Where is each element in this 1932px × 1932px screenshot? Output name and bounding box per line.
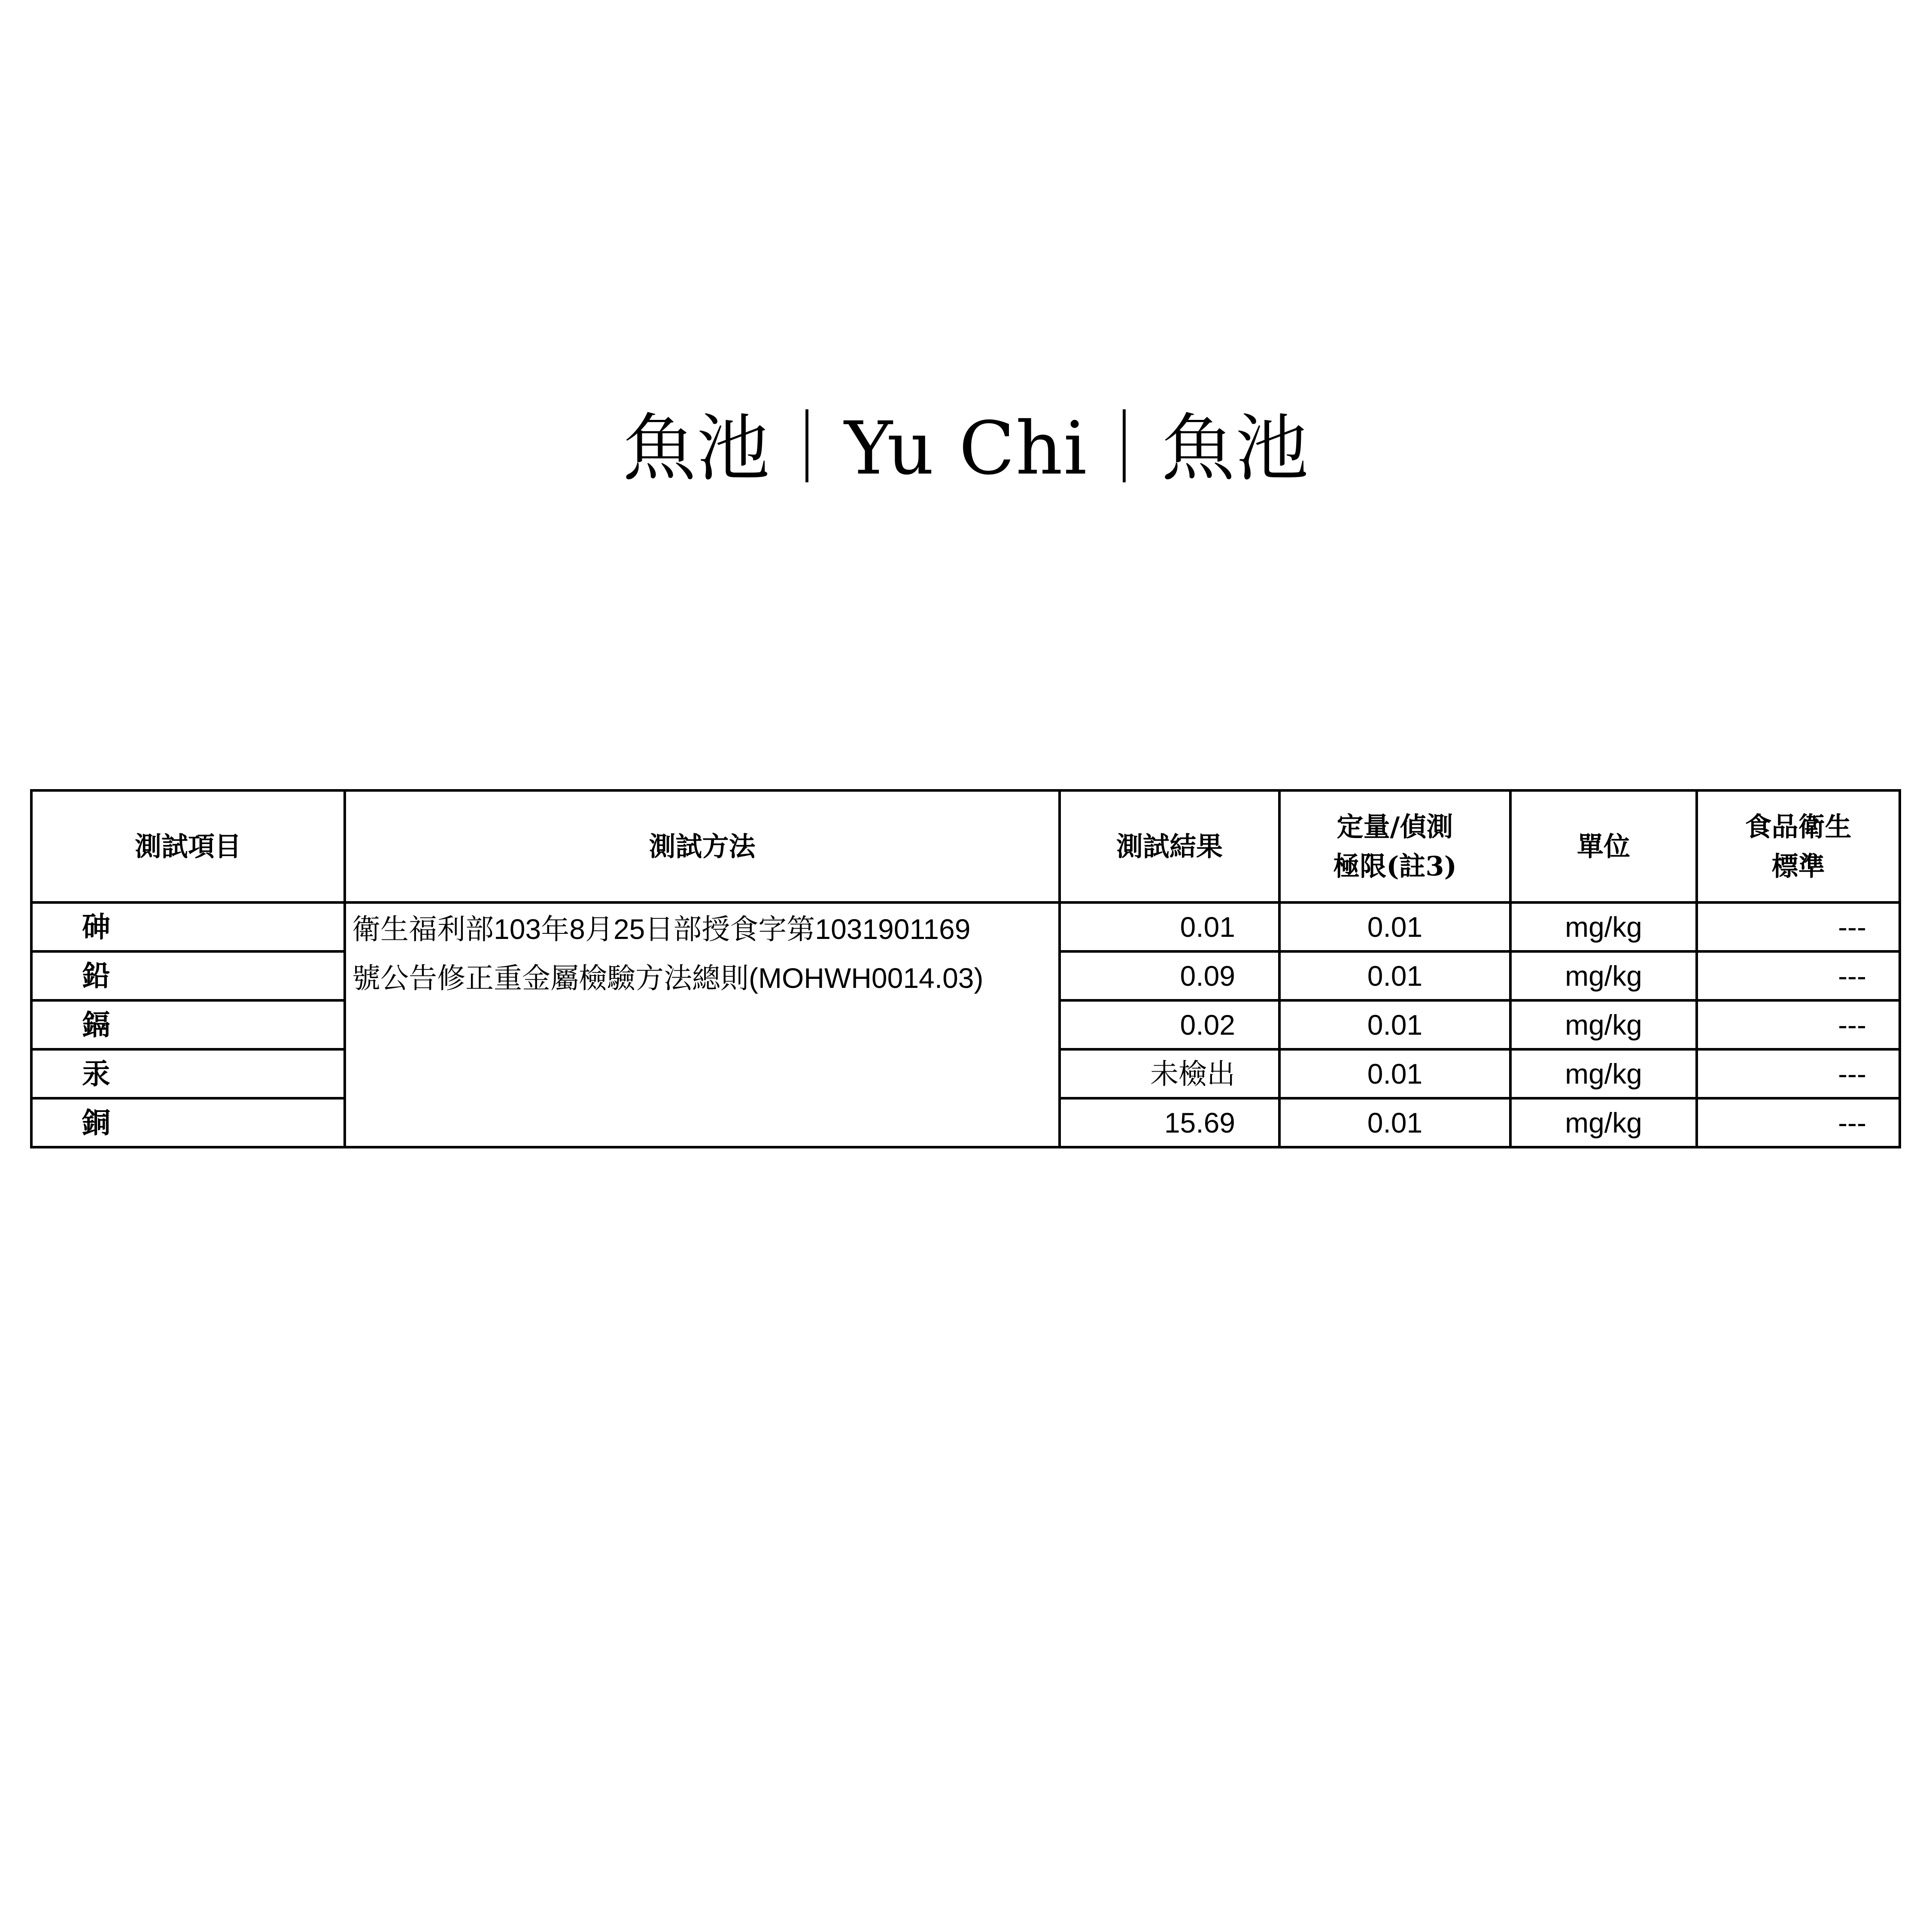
header-test-method: 測試方法 (345, 790, 1060, 902)
header-test-item: 測試項目 (31, 790, 345, 902)
table-row (31, 902, 1900, 951)
cell-unit: mg/kg (1510, 1098, 1697, 1147)
cell-method: 衛生福利部103年8月25日部授食字第1031901169 號公告修正重金屬檢驗方法總則(MOHWH0014.03) (345, 902, 1060, 1147)
cell-unit: mg/kg (1510, 1049, 1697, 1098)
table-header-row (31, 790, 1900, 902)
cell-item: 鉛 (31, 951, 345, 1000)
cell-unit: mg/kg (1510, 902, 1697, 951)
cell-standard: --- (1697, 1049, 1900, 1098)
cell-standard: --- (1697, 1000, 1900, 1049)
header-unit: 單位 (1510, 790, 1697, 902)
test-results-table (30, 789, 1901, 1148)
cell-limit: 0.01 (1279, 902, 1510, 951)
page-title: 魚池｜Yu Chi｜魚池 (623, 406, 1309, 491)
cell-item: 鎘 (31, 1000, 345, 1049)
cell-unit: mg/kg (1510, 1000, 1697, 1049)
cell-limit: 0.01 (1279, 1098, 1510, 1147)
cell-standard: --- (1697, 902, 1900, 951)
cell-limit: 0.01 (1279, 1049, 1510, 1098)
cell-standard: --- (1697, 951, 1900, 1000)
cell-result: 0.02 (1060, 1000, 1279, 1049)
header-food-standard: 食品衛生 標準 (1697, 790, 1900, 902)
cell-limit: 0.01 (1279, 1000, 1510, 1049)
cell-unit: mg/kg (1510, 951, 1697, 1000)
cell-item: 銅 (31, 1098, 345, 1147)
cell-result: 0.01 (1060, 902, 1279, 951)
header-test-result: 測試結果 (1060, 790, 1279, 902)
cell-limit: 0.01 (1279, 951, 1510, 1000)
cell-item: 砷 (31, 902, 345, 951)
cell-item: 汞 (31, 1049, 345, 1098)
cell-standard: --- (1697, 1098, 1900, 1147)
cell-result: 15.69 (1060, 1098, 1279, 1147)
cell-result: 未檢出 (1060, 1049, 1279, 1098)
header-detection-limit: 定量/偵測 極限(註3) (1279, 790, 1510, 902)
cell-result: 0.09 (1060, 951, 1279, 1000)
